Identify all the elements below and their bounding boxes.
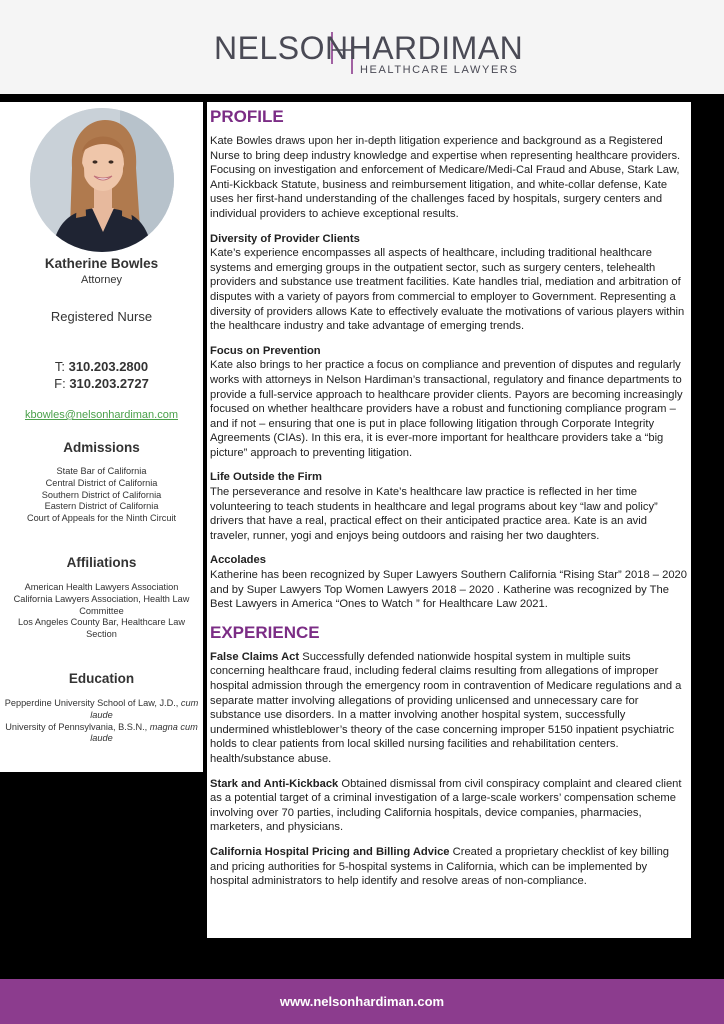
fax-number: 310.203.2727 <box>69 376 149 391</box>
list-item: California Lawyers Association, Health Law Committee <box>13 593 190 616</box>
profile-section <box>210 344 687 461</box>
experience-title: False Claims Act <box>210 650 303 663</box>
list-item: Court of Appeals for the Ninth Circuit <box>26 513 177 524</box>
list-item: State Bar of California <box>56 466 147 476</box>
admissions-list <box>4 466 199 525</box>
education-school: Pepperdine University School of Law, J.D., <box>4 698 181 708</box>
fax-row <box>0 375 203 392</box>
attorney-credential: Registered Nurse <box>50 309 153 324</box>
list-item <box>4 698 199 722</box>
page-footer <box>0 979 724 1024</box>
sidebar <box>0 102 203 772</box>
attorney-portrait-icon <box>30 108 174 252</box>
section-body: Katherine has been recognized by Super Lawyers Southern California “Rising Star” 2018 – 2020 and by Super Lawyers Top Women Lawyers 2018 – 2020 . Katherine was recognized by The Best Lawyers in America “Ones to Watch ” for Healthcare Law 2021. <box>210 569 687 611</box>
affiliations-list <box>4 582 199 641</box>
experience-heading: EXPERIENCE <box>210 622 320 642</box>
list-item: Central District of California <box>45 477 158 488</box>
list-item: American Health Lawyers Association <box>24 582 179 592</box>
profile-section <box>210 232 687 334</box>
list-item: Eastern District of California <box>44 501 159 512</box>
attorney-title: Attorney <box>81 274 122 286</box>
profile-section <box>210 470 687 543</box>
section-title: Accolades <box>210 554 266 567</box>
profile-intro: Kate Bowles draws upon her in-depth litigation experience and background as a Registered Nurse to bring deep industry knowledge and expertise when representing healthcare providers. Focusing on investigation and enforcement of Medicare/Medi-Cal Fraud and Abuse, Stark Law, Anti-Kickback Statute, business and reimbursement litigation, and white-collar defense, Kate uses her first-hand understanding of the challenges faced by hospitals, surgery centers and individual providers to achieve exceptional results. <box>210 135 681 220</box>
section-title: Focus on Prevention <box>210 344 321 357</box>
phone-row[interactable] <box>0 358 203 375</box>
experience-body: Obtained dismissal from civil conspiracy complaint and cleared client as a potential target of a criminal investigation of a large-scale workers’ compensation scheme involving over 70 parties, including California hospitals, device companies, pharmacies, marketers, and physicians. <box>210 777 682 834</box>
fax-label: F: <box>54 376 70 391</box>
main-content <box>207 102 691 938</box>
education-heading: Education <box>68 671 135 686</box>
experience-title: Stark and Anti-Kickback <box>210 777 342 790</box>
experience-title: California Hospital Pricing and Billing Advice <box>210 845 453 858</box>
section-body: Kate also brings to her practice a focus on compliance and prevention of disputes and regularly works with attorneys in Nelson Hardiman’s transactional, regulatory and finance departments to provide a full-service approach to healthcare provider clients. Payors are becoming increasingly focused on whether healthcare providers have a robust and functioning compliance program – and if not – ensuring that one is put in place following litigation through Corporate Integrity Agreements (CIAs). In this era, it is ever-more important for healthcare providers take a “big picture” approach to preventing litigation. <box>210 359 683 459</box>
section-body: Kate’s experience encompasses all aspects of healthcare, including traditional healthcare systems and emerging groups in the outpatient sector, such as surgery centers, telehealth providers and substance use treatment facilities. Kate handles trial, mediation and arbitration of disputes with a variety of payors from commercial to employer to Government. Representing a diversity of providers allows Kate to effectively evaluate the motivations of various players within the healthcare industry and take advantage of emerging trends. <box>210 247 685 333</box>
phone-label: T: <box>54 359 69 374</box>
firm-logo[interactable] <box>214 30 524 80</box>
experience-item <box>210 650 687 767</box>
education-school: University of Pennsylvania, B.S.N., <box>5 721 150 732</box>
logo-tagline: HEALTHCARE LAWYERS <box>360 64 519 76</box>
phone-number: 310.203.2800 <box>68 359 149 374</box>
list-item <box>4 722 199 746</box>
section-body: The perseverance and resolve in Kate’s healthcare law practice is reflected in her time volunteering to teach students in healthcare and legal programs about key “law and policy” drivers that have a real, practical effect on their anticipated practice area. Kate is an avid traveler, runner, yogi and enjoys being outdoors and raising her two daughters. <box>210 486 658 542</box>
experience-item <box>210 777 687 835</box>
attorney-name: Katherine Bowles <box>44 256 159 271</box>
education-list <box>4 698 199 745</box>
section-title: Life Outside the Firm <box>210 471 322 484</box>
contact-numbers <box>0 358 203 392</box>
page-header <box>0 0 724 94</box>
website-link[interactable]: www.nelsonhardiman.com <box>279 994 445 1009</box>
education-honor: magna cum laude <box>90 721 198 744</box>
profile-section <box>210 553 687 611</box>
profile-heading: PROFILE <box>210 107 284 126</box>
experience-body: Created a proprietary checklist of key billing and pricing authorities for 5-hospital systems in California, which can be implemented by hospital administrators to help identify and resolve areas of non-compliance. <box>210 845 670 888</box>
experience-item <box>210 845 687 889</box>
section-title: Diversity of Provider Clients <box>210 232 360 245</box>
admissions-heading: Admissions <box>63 440 140 455</box>
experience-body: Successfully defended nationwide hospital system in multiple suits concerning healthcare fraud, including federal claims resulting from allegations of improper hospital admission through the emergency room in contravention of Medicare regulations and a separate matter involving allegations of providing unlicensed and unnecessary care for substance use disorders. In a matter involving another hospital system, successfully undermined whistleblower’s theory of the case concerning improper 5150 inpatient psychiatric holds to clear patients from local skilled nursing facilities and rehabilitation centers. health/substance abuse. <box>210 650 682 765</box>
email-link[interactable]: kbowles@nelsonhardiman.com <box>24 409 179 421</box>
affiliations-heading: Affiliations <box>66 555 137 570</box>
logo-wordmark: NELSONHARDIMAN <box>214 30 524 66</box>
education-honor: cum laude <box>90 698 199 720</box>
attorney-photo <box>30 108 174 252</box>
list-item: Los Angeles County Bar, Healthcare Law Section <box>17 617 185 640</box>
list-item: Southern District of California <box>41 489 162 500</box>
